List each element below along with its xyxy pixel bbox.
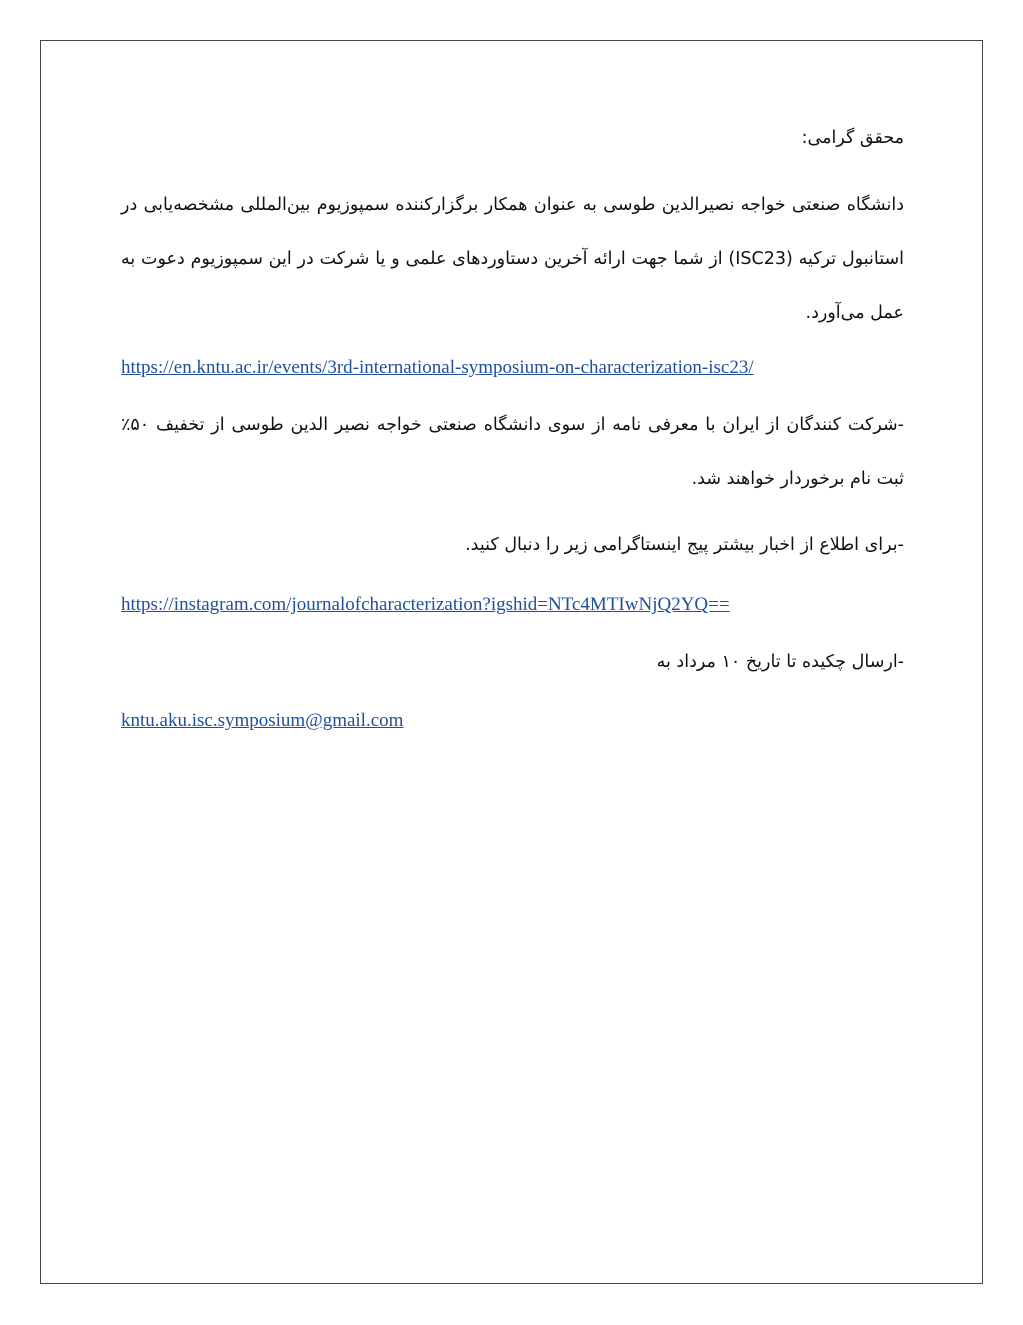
event-link-line <box>121 356 904 380</box>
event-link[interactable]: https://en.kntu.ac.ir/events/3rd-international-symposium-on-characterization-isc23/ <box>121 357 754 378</box>
instagram-link[interactable]: https://instagram.com/journalofcharacterization?igshid=NTc4MTIwNjQ2YQ== <box>121 594 730 615</box>
email-link[interactable]: kntu.aku.isc.symposium@gmail.com <box>121 710 404 731</box>
email-line <box>121 709 904 733</box>
instagram-note: -برای اطلاع از اخبار بیشتر پیج اینستاگرامی زیر را دنبال کنید. <box>465 535 904 555</box>
deadline-note: -ارسال چکیده تا تاریخ ۱۰ مرداد به <box>656 652 904 672</box>
greeting: محقق گرامی: <box>801 128 904 148</box>
intro-paragraph: دانشگاه صنعتی خواجه نصیرالدین طوسی به عنوان همکار برگزارکننده سمپوزیوم بین‌المللی مشخصه‌یابی در استانبول ترکیه (ISC23) از شما جهت ارائه آخرین دستاوردهای علمی و یا شرکت در این سمپوزیوم دعوت به عمل می‌آورد. <box>121 195 904 323</box>
discount-note: -شرکت کنندگان از ایران با معرفی نامه از سوی دانشگاه صنعتی خواجه نصیر الدین طوسی از تخفیف ۵۰٪ ثبت نام برخوردار خواهند شد. <box>121 415 904 489</box>
instagram-link-line <box>121 593 904 617</box>
